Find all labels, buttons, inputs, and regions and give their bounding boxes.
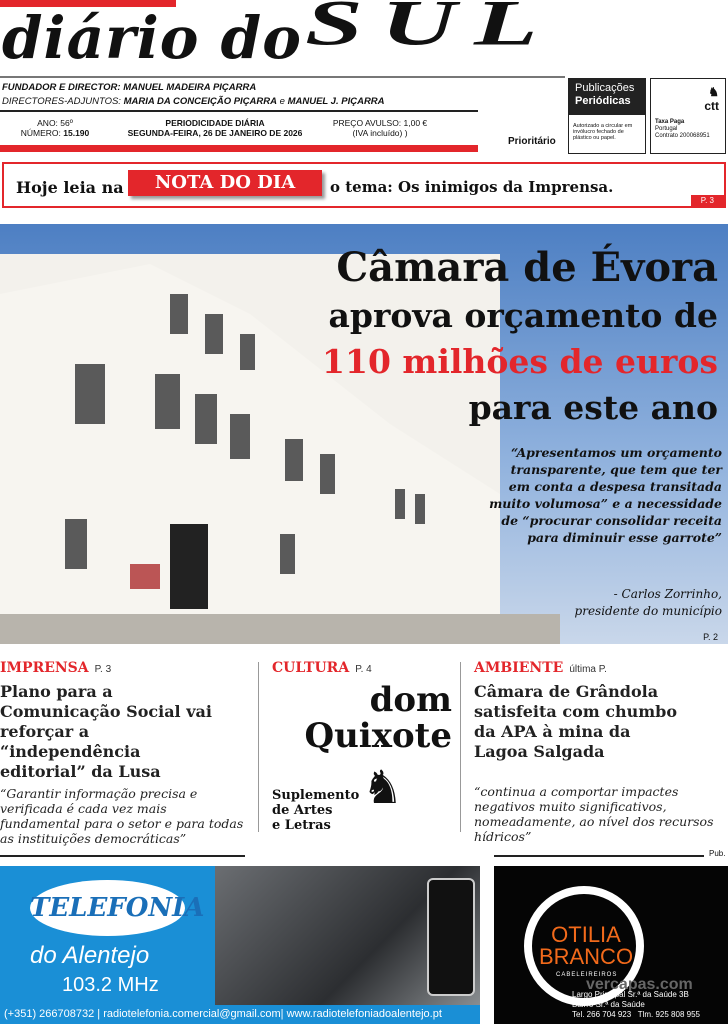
column-divider <box>258 662 259 832</box>
quote-attribution: - Carlos Zorrinho, presidente do município <box>574 587 722 618</box>
divider <box>0 110 478 112</box>
page-ref: P. 2 <box>703 632 718 642</box>
masthead-title: diário do <box>2 4 302 72</box>
ad-name: do Alentejo <box>30 942 150 969</box>
headline: Câmara de Grândola satisfeita com chumbo da APA à mina da Lagoa Salgada <box>474 682 678 761</box>
supplement-label: Suplemento de Artes e Letras <box>272 788 360 833</box>
headline-line4: para este ano <box>468 388 718 427</box>
ad-telefonia[interactable] <box>0 866 480 1008</box>
pub-label: Pub. <box>709 849 726 858</box>
headline: Plano para a Comunicação Social vai reforçar a “independência editorial” da Lusa <box>0 682 212 781</box>
story-imprensa[interactable] <box>0 660 250 846</box>
nota-do-dia-badge: NOTA DO DIA <box>128 170 322 196</box>
telefonia-logo: TELEFONIA <box>30 880 185 936</box>
divider <box>0 76 565 78</box>
headline-line2: aprova orçamento de <box>328 296 718 335</box>
column-divider <box>460 662 461 832</box>
headline-line1: Câmara de Évora <box>336 244 718 291</box>
headline-line3: 110 milhões de euros <box>322 342 718 381</box>
ad-contact: (+351) 266708732 | radiotelefonia.comercial@gmail.com| www.radiotelefoniadoalentejo.pt <box>0 1005 480 1024</box>
deputies: DIRECTORES-ADJUNTOS: MARIA DA CONCEIÇÃO PIÇARRA e MANUEL J. PIÇARRA <box>2 96 385 107</box>
studio-photo <box>215 866 480 1008</box>
watermark: vercapas.com <box>586 976 693 993</box>
issue-date: PERIODICIDADE DIÁRIA SEGUNDA-FEIRA, 26 DE JANEIRO DE 2026 <box>127 118 303 138</box>
section-label: CULTURA P. 4 <box>272 660 372 676</box>
masthead-sul: SUL <box>305 0 556 59</box>
issue-price: PREÇO AVULSO: 1,00 € (IVA incluído) ) <box>332 118 428 138</box>
salon-address: Largo Principal Sr.ª da Saúde 3B Bairro Sr.ª da Saúde Tel. 266 704 923 Tlm. 925 808 955 <box>572 990 700 1019</box>
section-label: IMPRENSA P. 3 <box>0 660 112 676</box>
divider <box>0 855 245 857</box>
salon-name: OTILIA BRANCO <box>538 922 634 969</box>
salon-type: CABELEIREIROS <box>556 972 618 978</box>
page-ref: P. 3 <box>691 195 724 206</box>
ad-frequency: 103.2 MHz <box>62 974 159 996</box>
ctt-box: ♞ ctt Taxa Paga Portugal Contrato 200068951 <box>650 78 726 154</box>
issue-year-number: ANO: 56º NÚMERO: 15.190 <box>20 118 90 138</box>
lead: “Garantir informação precisa e verificada é cada vez mais fundamental para o setor e para todas as instituições democráticas” <box>0 786 244 846</box>
story-ambiente[interactable] <box>474 660 724 844</box>
priority-label: Prioritário <box>508 136 556 147</box>
lead: “continua a comportar impactes negativos muito significativos, nomeadamente, ao nível dos recursos hídricos” <box>474 784 714 844</box>
don-quixote-illustration: ♞ <box>362 761 404 813</box>
publicacoes-periodicas-box: Publicações Periódicas Autorizado a circular em invólucro fechado de plástico ou papel. <box>568 78 646 154</box>
nota-prefix: Hoje leia na <box>16 178 124 197</box>
section-label: AMBIENTE última P. <box>474 660 607 676</box>
divider <box>494 855 704 857</box>
dom-quixote-title: dom Quixote <box>304 680 452 756</box>
founder: FUNDADOR E DIRECTOR: MANUEL MADEIRA PIÇARRA <box>2 82 257 93</box>
lead-story[interactable] <box>0 224 728 644</box>
square-ground <box>0 614 560 644</box>
lead-quote: “Apresentamos um orçamento transparente, que tem que ter em conta a despesa transitada muito volumosa” e a necessidade de “procurar consolidar receita para diminuir esse garrote” <box>489 445 722 545</box>
header-red-bar <box>0 145 478 152</box>
story-cultura[interactable] <box>272 660 452 833</box>
ad-otilia-branco[interactable] <box>494 866 728 1024</box>
ctt-logo: ♞ ctt <box>704 85 719 113</box>
nota-topic: o tema: Os inimigos da Imprensa. <box>330 178 614 196</box>
nota-do-dia-banner[interactable] <box>2 162 726 208</box>
